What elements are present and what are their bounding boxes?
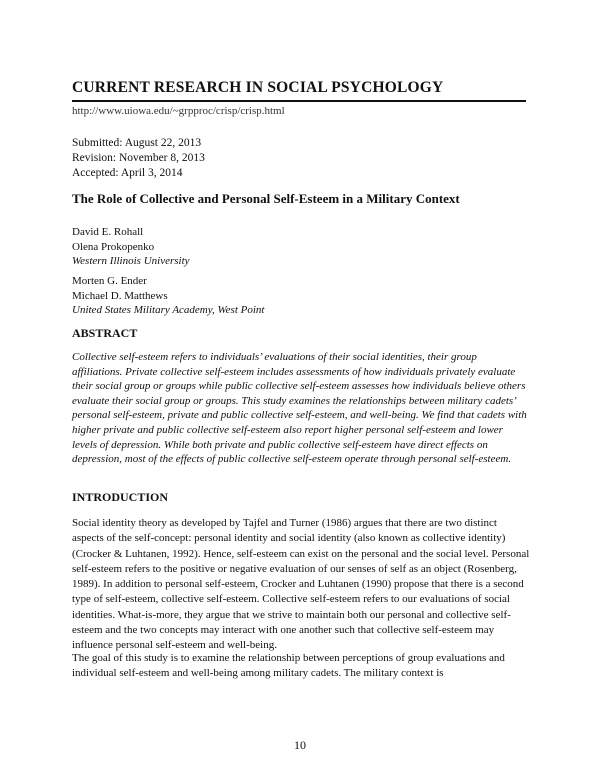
body-paragraph: The goal of this study is to examine the relationship between perceptions of group evaluations and individual self-esteem and well-being among military cadets. The military context is [72, 652, 505, 680]
author-affiliation: United States Military Academy, West Point [72, 304, 265, 316]
author-group [72, 274, 264, 318]
page-number: 10 [294, 738, 306, 752]
author-name: Olena Prokopenko [72, 240, 155, 253]
author-affiliation: Western Illinois University [72, 255, 190, 267]
journal-url[interactable]: http://www.uiowa.edu/~grpproc/crisp/crisp.html [72, 105, 285, 117]
author-group [72, 225, 190, 269]
author-name: Morten G. Ender [72, 275, 147, 287]
accepted-date: Accepted: April 3, 2014 [72, 167, 183, 179]
body-paragraph: Social identity theory as developed by Tajfel and Turner (1986) argues that there are two distinct aspects of the self-concept: personal identity and social identity (also known as collective identity) (Crocker & Luhtanen, 1992). Hence, self-esteem can exist on the personal and the social level. Personal self-esteem refers to the positive or negative evaluation of our senses of self as an object (Rosenberg, 1989). In addition to personal self-esteem, Crocker and Luhtanen (1990) propose that there is a second type of self-esteem, collective self-esteem. Collective self-esteem refers to our evaluations of social identities. What-is-more, they argue that we strive to maintain both our personal and collective self-esteem and the two concepts may interact with one another such that collective self-esteem may influence personal self-esteem and well-being. [72, 517, 530, 652]
author-name: David E. Rohall [72, 226, 144, 238]
journal-name: CURRENT RESEARCH IN SOCIAL PSYCHOLOGY [72, 78, 526, 102]
revision-date: Revision: November 8, 2013 [72, 152, 205, 164]
paper-title: The Role of Collective and Personal Self-Esteem in a Military Context [72, 191, 460, 206]
submitted-date: Submitted: August 22, 2013 [72, 137, 202, 149]
submission-dates [72, 136, 205, 181]
author-name: Michael D. Matthews [72, 289, 168, 302]
introduction-heading: INTRODUCTION [72, 490, 169, 504]
abstract-heading: ABSTRACT [72, 326, 138, 340]
abstract-text: Collective self-esteem refers to individuals’ evaluations of their social identities, their group affiliations. Private collective self-esteem includes assessments of how individuals privately evaluate their social group or groups while public collective self-esteem assesses how individuals believe others evaluate their social group or groups. This study examines the relationships between military cadets’ personal self-esteem, private and public collective self-esteem, and well-being. We find that cadets with higher private and public collective self-esteem also report higher personal self-esteem and lower levels of depression. While both private and public collective self-esteem have direct effects on depression, most of the effects of public collective self-esteem operate through personal self-esteem. [72, 351, 527, 466]
